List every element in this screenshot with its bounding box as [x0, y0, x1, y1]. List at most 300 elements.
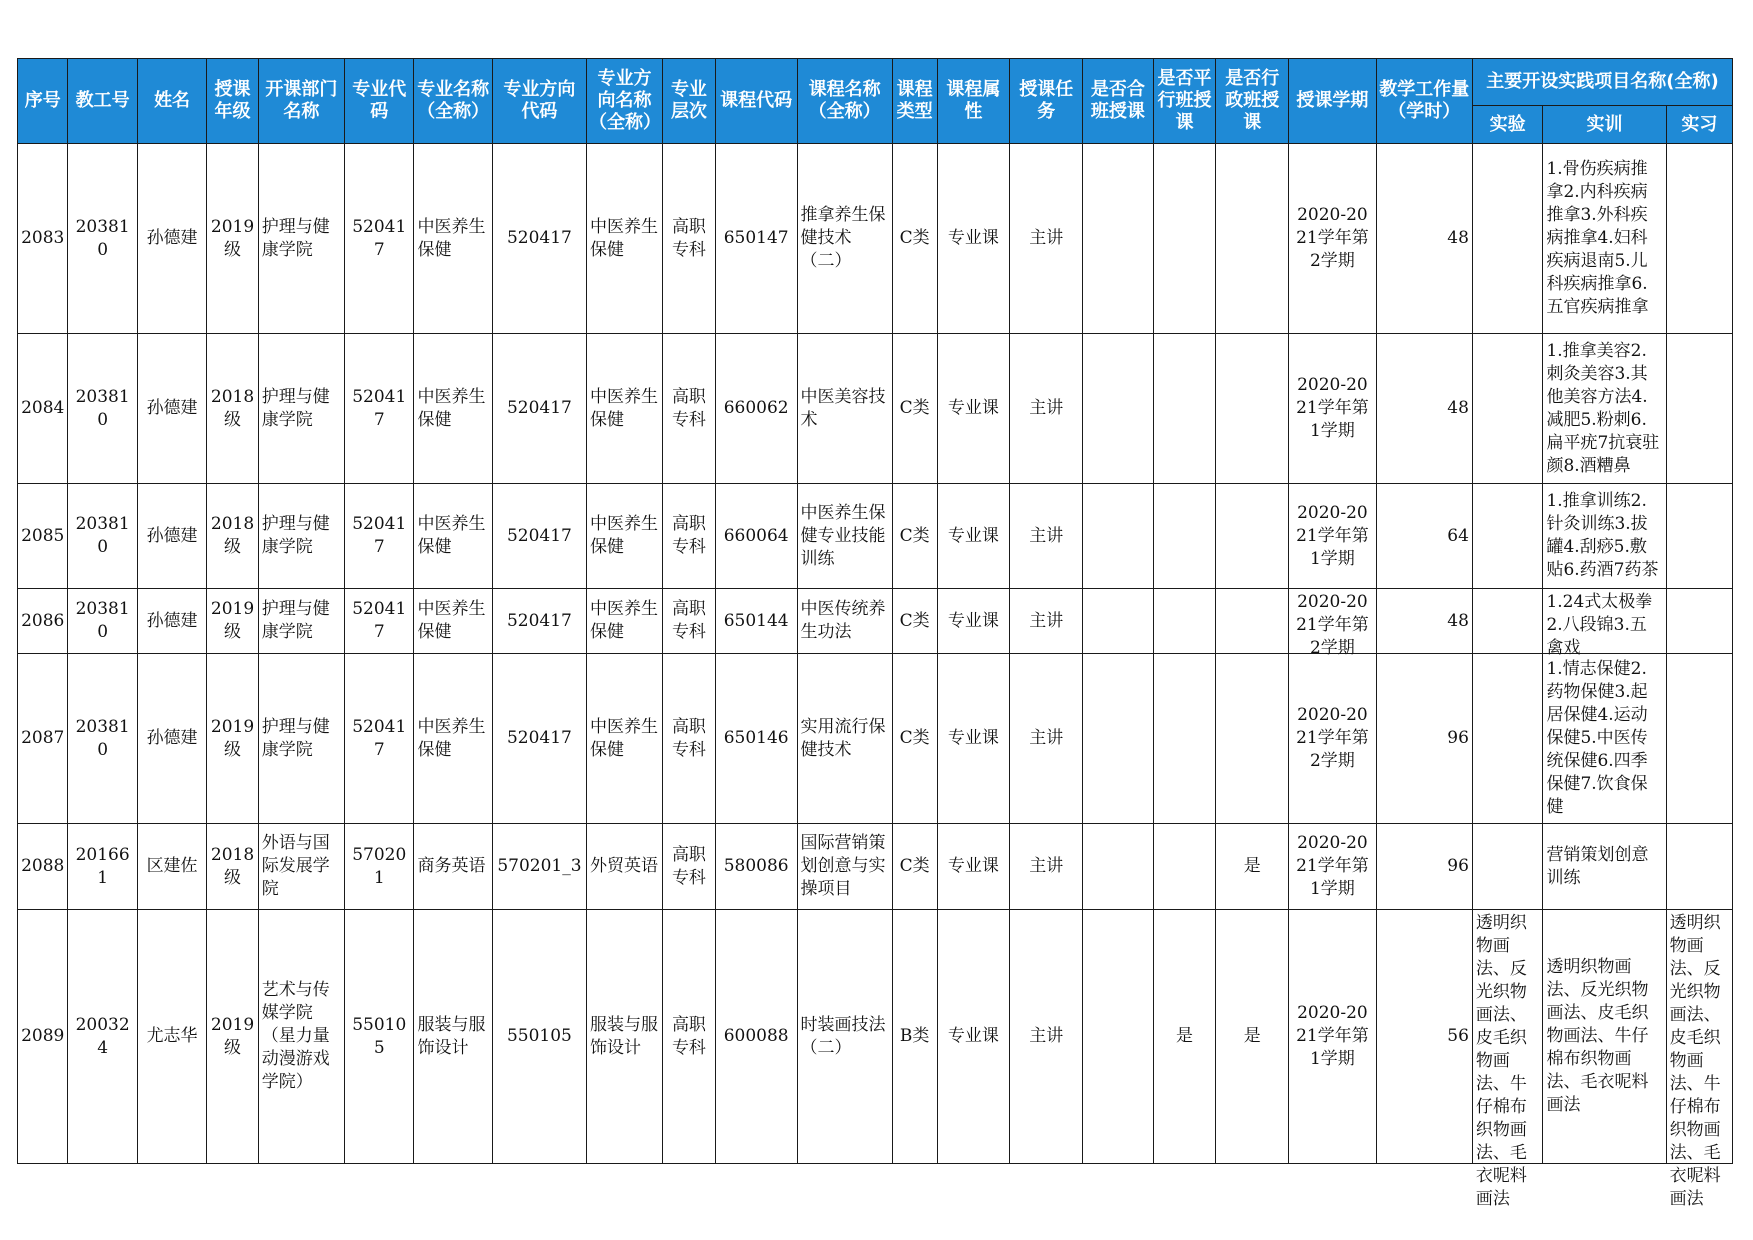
cell-course-type	[892, 144, 937, 334]
cell-text-dept: 外语与国际发展学院	[261, 833, 330, 899]
cell-major-name	[414, 910, 492, 1164]
cell-text-dept: 护理与健康学院	[261, 514, 330, 557]
header-task: 授课任务	[1010, 59, 1083, 144]
cell-admin	[1216, 484, 1289, 589]
cell-text-dept: 护理与健康学院	[261, 599, 330, 642]
table-body	[18, 144, 1733, 1209]
cell-text-dir-name: 服装与服饰设计	[589, 1014, 658, 1058]
cell-text-grade: 2019级	[210, 1014, 255, 1058]
cell-text-hours: 96	[1447, 856, 1469, 876]
cell-level	[663, 144, 716, 334]
cell-text-staff-id: 203810	[75, 216, 130, 260]
cell-course-attr	[937, 654, 1010, 824]
cell-text-training: 透明织物画法、反光织物画法、皮毛织物画法、牛仔棉布织物画法、毛衣呢料画法	[1546, 957, 1649, 1115]
cell-text-task: 主讲	[1029, 728, 1064, 748]
cell-text-dir-code: 550105	[506, 1026, 572, 1046]
cell-term	[1289, 654, 1376, 824]
cell-hours	[1376, 824, 1472, 910]
cell-task	[1010, 824, 1083, 910]
header-dir-code: 专业方向代码	[492, 59, 586, 144]
cell-grade	[207, 334, 259, 484]
cell-text-hours: 96	[1447, 728, 1469, 748]
cell-course-type	[892, 334, 937, 484]
cell-major-name	[414, 334, 492, 484]
cell-intern	[1666, 910, 1732, 1209]
cell-text-training: 营销策划创意训练	[1546, 844, 1649, 888]
cell-text-course-type: C类	[899, 228, 930, 248]
cell-dir-name	[586, 144, 662, 334]
cell-intern	[1666, 334, 1732, 484]
cell-text-level: 高职专科	[671, 386, 706, 430]
cell-parallel	[1153, 654, 1216, 824]
cell-admin	[1216, 654, 1289, 824]
cell-parallel	[1153, 144, 1216, 334]
cell-text-major-code: 520417	[352, 216, 407, 260]
header-parallel: 是否平行班授课	[1153, 59, 1216, 144]
cell-text-parallel: 是	[1176, 1026, 1194, 1046]
cell-name	[137, 654, 206, 824]
cell-major-name	[414, 144, 492, 334]
cell-text-dir-code: 520417	[506, 398, 572, 418]
cell-merged	[1083, 589, 1154, 654]
cell-level	[663, 334, 716, 484]
cell-merged	[1083, 484, 1154, 589]
table-row	[18, 589, 1733, 654]
cell-course-attr	[937, 910, 1010, 1164]
cell-course-code	[715, 589, 797, 654]
cell-text-term: 2020-2021学年第1学期	[1296, 502, 1369, 569]
cell-parallel	[1153, 334, 1216, 484]
cell-major-name	[414, 654, 492, 824]
cell-course-name	[797, 334, 892, 484]
cell-name	[137, 334, 206, 484]
cell-merged	[1083, 824, 1154, 910]
cell-intern	[1666, 654, 1732, 824]
header-admin: 是否行政班授课	[1216, 59, 1289, 144]
cell-text-major-name: 中医养生保健	[417, 216, 486, 260]
cell-training	[1543, 334, 1666, 484]
header-course-code: 课程代码	[715, 59, 797, 144]
cell-text-course-name: 实用流行保健技术	[800, 716, 886, 760]
cell-text-course-type: C类	[899, 856, 930, 876]
cell-lab	[1472, 589, 1543, 654]
table-row	[18, 824, 1733, 910]
cell-staff-id	[68, 589, 137, 654]
cell-course-type	[892, 824, 937, 910]
cell-lab	[1472, 654, 1543, 824]
cell-text-major-code: 520417	[352, 386, 407, 430]
cell-task	[1010, 334, 1083, 484]
cell-dir-name	[586, 589, 662, 654]
cell-training	[1543, 824, 1666, 910]
cell-text-staff-id: 201661	[75, 844, 130, 888]
cell-grade	[207, 144, 259, 334]
cell-admin	[1216, 144, 1289, 334]
cell-text-dir-name: 中医养生保健	[589, 514, 658, 557]
cell-text-seq: 2085	[21, 525, 65, 546]
cell-text-course-attr: 专业课	[947, 1026, 999, 1046]
cell-text-course-attr: 专业课	[947, 228, 999, 248]
cell-text-grade: 2018级	[210, 386, 255, 430]
cell-task	[1010, 910, 1083, 1164]
cell-lab	[1472, 144, 1543, 334]
cell-grade	[207, 589, 259, 654]
cell-intern	[1666, 144, 1732, 334]
cell-text-staff-id: 203810	[75, 716, 130, 760]
cell-text-dir-code: 520417	[506, 728, 572, 748]
header-hours: 教学工作量（学时）	[1376, 59, 1472, 144]
cell-course-name	[797, 654, 892, 824]
cell-text-dir-code: 570201_3	[497, 856, 582, 876]
cell-text-seq: 2087	[21, 728, 65, 748]
cell-text-level: 高职专科	[671, 1014, 706, 1058]
cell-course-attr	[937, 334, 1010, 484]
cell-text-course-name: 时装画技法（二）	[800, 1014, 886, 1058]
cell-level	[663, 589, 716, 654]
cell-course-attr	[937, 144, 1010, 334]
cell-staff-id	[68, 910, 137, 1164]
cell-text-major-name: 中医养生保健	[417, 514, 486, 557]
cell-course-name	[797, 910, 892, 1164]
cell-text-course-name: 中医传统养生功法	[800, 599, 886, 642]
cell-text-course-attr: 专业课	[947, 728, 999, 748]
cell-intern	[1666, 484, 1732, 589]
cell-dir-name	[586, 484, 662, 589]
cell-dir-name	[586, 654, 662, 824]
cell-text-grade: 2019级	[210, 599, 255, 642]
cell-merged	[1083, 654, 1154, 824]
cell-course-code	[715, 144, 797, 334]
cell-term	[1289, 144, 1376, 334]
cell-major-code	[345, 824, 414, 910]
cell-hours	[1376, 654, 1472, 824]
cell-text-staff-id: 203810	[75, 599, 130, 642]
cell-text-task: 主讲	[1029, 525, 1064, 546]
header-lab: 实验	[1472, 106, 1543, 144]
cell-text-major-name: 中医养生保健	[417, 716, 486, 760]
cell-task	[1010, 144, 1083, 334]
cell-text-dir-code: 520417	[506, 610, 572, 631]
cell-text-hours: 56	[1447, 1026, 1469, 1046]
cell-text-course-attr: 专业课	[947, 610, 999, 631]
cell-text-name: 孙德建	[146, 398, 198, 418]
cell-dir-code	[492, 144, 586, 334]
cell-staff-id	[68, 144, 137, 334]
cell-text-intern: 透明织物画法、反光织物画法、皮毛织物画法、牛仔棉布织物画法、毛衣呢料画法	[1669, 912, 1721, 1209]
cell-major-name	[414, 589, 492, 654]
cell-text-dir-name: 中医养生保健	[589, 716, 658, 760]
cell-name	[137, 824, 206, 910]
cell-course-code	[715, 910, 797, 1164]
cell-course-code	[715, 334, 797, 484]
cell-course-attr	[937, 589, 1010, 654]
cell-training	[1543, 144, 1666, 334]
header-major-code: 专业代码	[345, 59, 414, 144]
cell-text-dept: 艺术与传媒学院（星力量动漫游戏学院）	[261, 980, 330, 1092]
header-course-type	[892, 59, 937, 144]
cell-intern	[1666, 589, 1732, 654]
cell-course-code	[715, 654, 797, 824]
cell-text-course-attr: 专业课	[947, 525, 999, 546]
cell-text-course-code: 650144	[723, 610, 789, 631]
cell-text-training: 1.24式太极拳2.八段锦3.五禽戏	[1546, 591, 1653, 658]
cell-dept	[258, 334, 344, 484]
cell-seq	[18, 654, 68, 824]
cell-staff-id	[68, 484, 137, 589]
cell-dir-name	[586, 824, 662, 910]
cell-term	[1289, 334, 1376, 484]
cell-text-training: 1.情志保健2.药物保健3.起居保健4.运动保健5.中医传统保健6.四季保健7.饮食保健	[1546, 659, 1648, 817]
cell-text-major-name: 商务英语	[417, 856, 486, 876]
cell-text-course-attr: 专业课	[947, 856, 999, 876]
cell-text-grade: 2019级	[210, 716, 255, 760]
cell-name	[137, 910, 206, 1164]
cell-text-course-code: 660064	[723, 525, 789, 546]
cell-text-course-type: C类	[899, 610, 930, 631]
cell-admin	[1216, 824, 1289, 910]
cell-grade	[207, 484, 259, 589]
header-course-name: 课程名称（全称）	[797, 59, 892, 144]
cell-term	[1289, 824, 1376, 910]
cell-text-term: 2020-2021学年第2学期	[1296, 591, 1369, 658]
header-dir-name-text: 专业方向名称（全称）	[588, 68, 661, 133]
cell-text-dept: 护理与健康学院	[261, 716, 330, 760]
cell-text-course-type: C类	[899, 525, 930, 546]
cell-text-training: 1.推拿训练2.针灸训练3.拔罐4.刮痧5.敷贴6.药酒7药茶	[1546, 491, 1659, 580]
cell-hours	[1376, 589, 1472, 654]
cell-course-type	[892, 589, 937, 654]
cell-level	[663, 484, 716, 589]
cell-text-major-code: 570201	[352, 844, 407, 888]
header-practice: 主要开设实践项目名称(全称)	[1472, 59, 1732, 106]
cell-dir-code	[492, 654, 586, 824]
cell-text-hours: 64	[1447, 525, 1469, 546]
cell-major-code	[345, 910, 414, 1164]
cell-course-code	[715, 484, 797, 589]
cell-training	[1543, 910, 1666, 1164]
cell-staff-id	[68, 334, 137, 484]
header-major-name: 专业名称（全称）	[414, 59, 492, 144]
table-header	[18, 59, 1733, 144]
cell-text-name: 区建佐	[146, 856, 198, 876]
cell-text-hours: 48	[1447, 398, 1469, 418]
cell-text-term: 2020-2021学年第1学期	[1296, 1003, 1369, 1069]
cell-parallel	[1153, 589, 1216, 654]
cell-course-attr	[937, 824, 1010, 910]
cell-lab	[1472, 484, 1543, 589]
cell-text-course-name: 中医美容技术	[800, 386, 886, 430]
cell-course-name	[797, 144, 892, 334]
cell-text-major-code: 550105	[352, 1014, 407, 1058]
table-row	[18, 144, 1733, 334]
cell-major-code	[345, 144, 414, 334]
cell-level	[663, 824, 716, 910]
cell-admin	[1216, 589, 1289, 654]
cell-intern	[1666, 824, 1732, 910]
cell-text-course-name: 推拿养生保健技术（二）	[800, 205, 886, 271]
cell-text-dir-name: 中医养生保健	[589, 216, 658, 260]
cell-course-name	[797, 484, 892, 589]
cell-lab	[1472, 910, 1543, 1209]
cell-dept	[258, 144, 344, 334]
cell-name	[137, 589, 206, 654]
cell-training	[1543, 589, 1666, 658]
header-seq: 序号	[18, 59, 68, 144]
cell-course-type	[892, 484, 937, 589]
cell-text-staff-id: 203810	[75, 514, 130, 557]
header-name: 姓名	[137, 59, 206, 144]
cell-text-task: 主讲	[1029, 228, 1064, 248]
header-grade: 授课年级	[207, 59, 259, 144]
cell-text-seq: 2086	[21, 610, 65, 631]
cell-text-grade: 2019级	[210, 216, 255, 260]
cell-term	[1289, 589, 1376, 658]
cell-text-dept: 护理与健康学院	[261, 216, 330, 260]
cell-text-hours: 48	[1447, 610, 1469, 631]
cell-text-admin: 是	[1243, 856, 1261, 876]
cell-text-task: 主讲	[1029, 856, 1064, 876]
cell-text-major-code: 520417	[352, 514, 407, 557]
cell-dept	[258, 589, 344, 654]
cell-text-course-code: 580086	[723, 856, 789, 876]
cell-text-training: 1.骨伤疾病推拿2.内科疾病推拿3.外科疾病推拿4.妇科疾病退南5.儿科疾病推拿6.五官疾病推拿	[1546, 159, 1649, 317]
cell-text-hours: 48	[1447, 228, 1469, 248]
header-dir-name	[586, 59, 662, 144]
cell-admin	[1216, 910, 1289, 1164]
cell-text-course-code: 650147	[723, 228, 789, 248]
cell-term	[1289, 484, 1376, 589]
cell-text-level: 高职专科	[671, 599, 706, 642]
table-row	[18, 484, 1733, 589]
cell-seq	[18, 824, 68, 910]
cell-text-name: 孙德建	[146, 610, 198, 631]
cell-training	[1543, 654, 1666, 824]
table-row	[18, 910, 1733, 1164]
cell-lab	[1472, 334, 1543, 484]
cell-merged	[1083, 144, 1154, 334]
cell-lab	[1472, 824, 1543, 910]
cell-text-dir-name: 外贸英语	[589, 856, 658, 876]
cell-text-course-code: 660062	[723, 398, 789, 418]
cell-text-course-type: C类	[899, 398, 930, 418]
header-staff-id: 教工号	[68, 59, 137, 144]
cell-task	[1010, 654, 1083, 824]
header-course-type-text: 课程类型	[896, 79, 933, 122]
cell-text-term: 2020-2021学年第2学期	[1296, 205, 1369, 271]
cell-merged	[1083, 334, 1154, 484]
cell-major-name	[414, 484, 492, 589]
cell-dept	[258, 824, 344, 910]
cell-text-grade: 2018级	[210, 844, 255, 888]
cell-text-dir-name: 中医养生保健	[589, 386, 658, 430]
cell-text-course-type: B类	[899, 1026, 930, 1046]
header-term: 授课学期	[1289, 59, 1376, 144]
cell-level	[663, 910, 716, 1164]
cell-hours	[1376, 484, 1472, 589]
cell-text-level: 高职专科	[671, 514, 706, 557]
cell-text-term: 2020-2021学年第1学期	[1296, 375, 1369, 441]
cell-text-lab: 透明织物画法、反光织物画法、皮毛织物画法、牛仔棉布织物画法、毛衣呢料画法	[1475, 912, 1527, 1209]
cell-parallel	[1153, 910, 1216, 1164]
cell-grade	[207, 654, 259, 824]
cell-text-major-code: 520417	[352, 599, 407, 642]
cell-staff-id	[68, 654, 137, 824]
cell-text-dir-code: 520417	[506, 228, 572, 248]
cell-hours	[1376, 334, 1472, 484]
cell-text-seq: 2084	[21, 398, 65, 418]
table-row	[18, 334, 1733, 484]
cell-text-seq: 2083	[21, 228, 65, 248]
cell-name	[137, 484, 206, 589]
cell-hours	[1376, 144, 1472, 334]
cell-text-course-code: 650146	[723, 728, 789, 748]
cell-dept	[258, 654, 344, 824]
cell-course-type	[892, 910, 937, 1164]
cell-text-term: 2020-2021学年第1学期	[1296, 833, 1369, 899]
cell-text-name: 孙德建	[146, 525, 198, 546]
cell-merged	[1083, 910, 1154, 1164]
cell-seq	[18, 334, 68, 484]
cell-text-name: 孙德建	[146, 728, 198, 748]
cell-dir-name	[586, 334, 662, 484]
cell-seq	[18, 589, 68, 654]
cell-text-level: 高职专科	[671, 844, 706, 888]
cell-name	[137, 144, 206, 334]
cell-text-major-code: 520417	[352, 716, 407, 760]
cell-major-name	[414, 824, 492, 910]
cell-parallel	[1153, 484, 1216, 589]
cell-text-name: 孙德建	[146, 228, 198, 248]
cell-text-course-name: 国际营销策划创意与实操项目	[800, 833, 886, 899]
cell-text-level: 高职专科	[671, 716, 706, 760]
cell-text-grade: 2018级	[210, 514, 255, 557]
cell-text-training: 1.推拿美容2.刺灸美容3.其他美容方法4.减肥5.粉刺6.扁平疣7抗衰驻颜8.酒糟鼻	[1546, 340, 1660, 476]
cell-major-code	[345, 484, 414, 589]
cell-seq	[18, 910, 68, 1164]
cell-text-dir-name: 中医养生保健	[589, 599, 658, 642]
cell-text-major-name: 中医养生保健	[417, 386, 486, 430]
cell-major-code	[345, 589, 414, 654]
cell-parallel	[1153, 824, 1216, 910]
cell-text-dept: 护理与健康学院	[261, 386, 330, 430]
cell-dept	[258, 484, 344, 589]
cell-text-task: 主讲	[1029, 398, 1064, 418]
cell-text-major-name: 服装与服饰设计	[417, 1014, 486, 1058]
cell-staff-id	[68, 824, 137, 910]
cell-dir-code	[492, 484, 586, 589]
cell-text-course-type: C类	[899, 728, 930, 748]
cell-seq	[18, 144, 68, 334]
cell-task	[1010, 484, 1083, 589]
cell-text-dir-code: 520417	[506, 525, 572, 546]
cell-text-task: 主讲	[1029, 610, 1064, 631]
header-merged: 是否合班授课	[1083, 59, 1154, 144]
cell-text-seq: 2088	[21, 856, 65, 876]
cell-hours	[1376, 910, 1472, 1164]
cell-dir-code	[492, 910, 586, 1164]
cell-text-staff-id: 203810	[75, 386, 130, 430]
cell-major-code	[345, 654, 414, 824]
cell-training	[1543, 484, 1666, 589]
cell-text-major-name: 中医养生保健	[417, 599, 486, 642]
cell-dir-code	[492, 824, 586, 910]
cell-dir-code	[492, 589, 586, 654]
cell-text-course-code: 600088	[723, 1026, 789, 1046]
header-training: 实训	[1543, 106, 1666, 144]
cell-text-admin: 是	[1243, 1026, 1261, 1046]
header-level: 专业层次	[663, 59, 716, 144]
header-intern: 实习	[1666, 106, 1732, 144]
